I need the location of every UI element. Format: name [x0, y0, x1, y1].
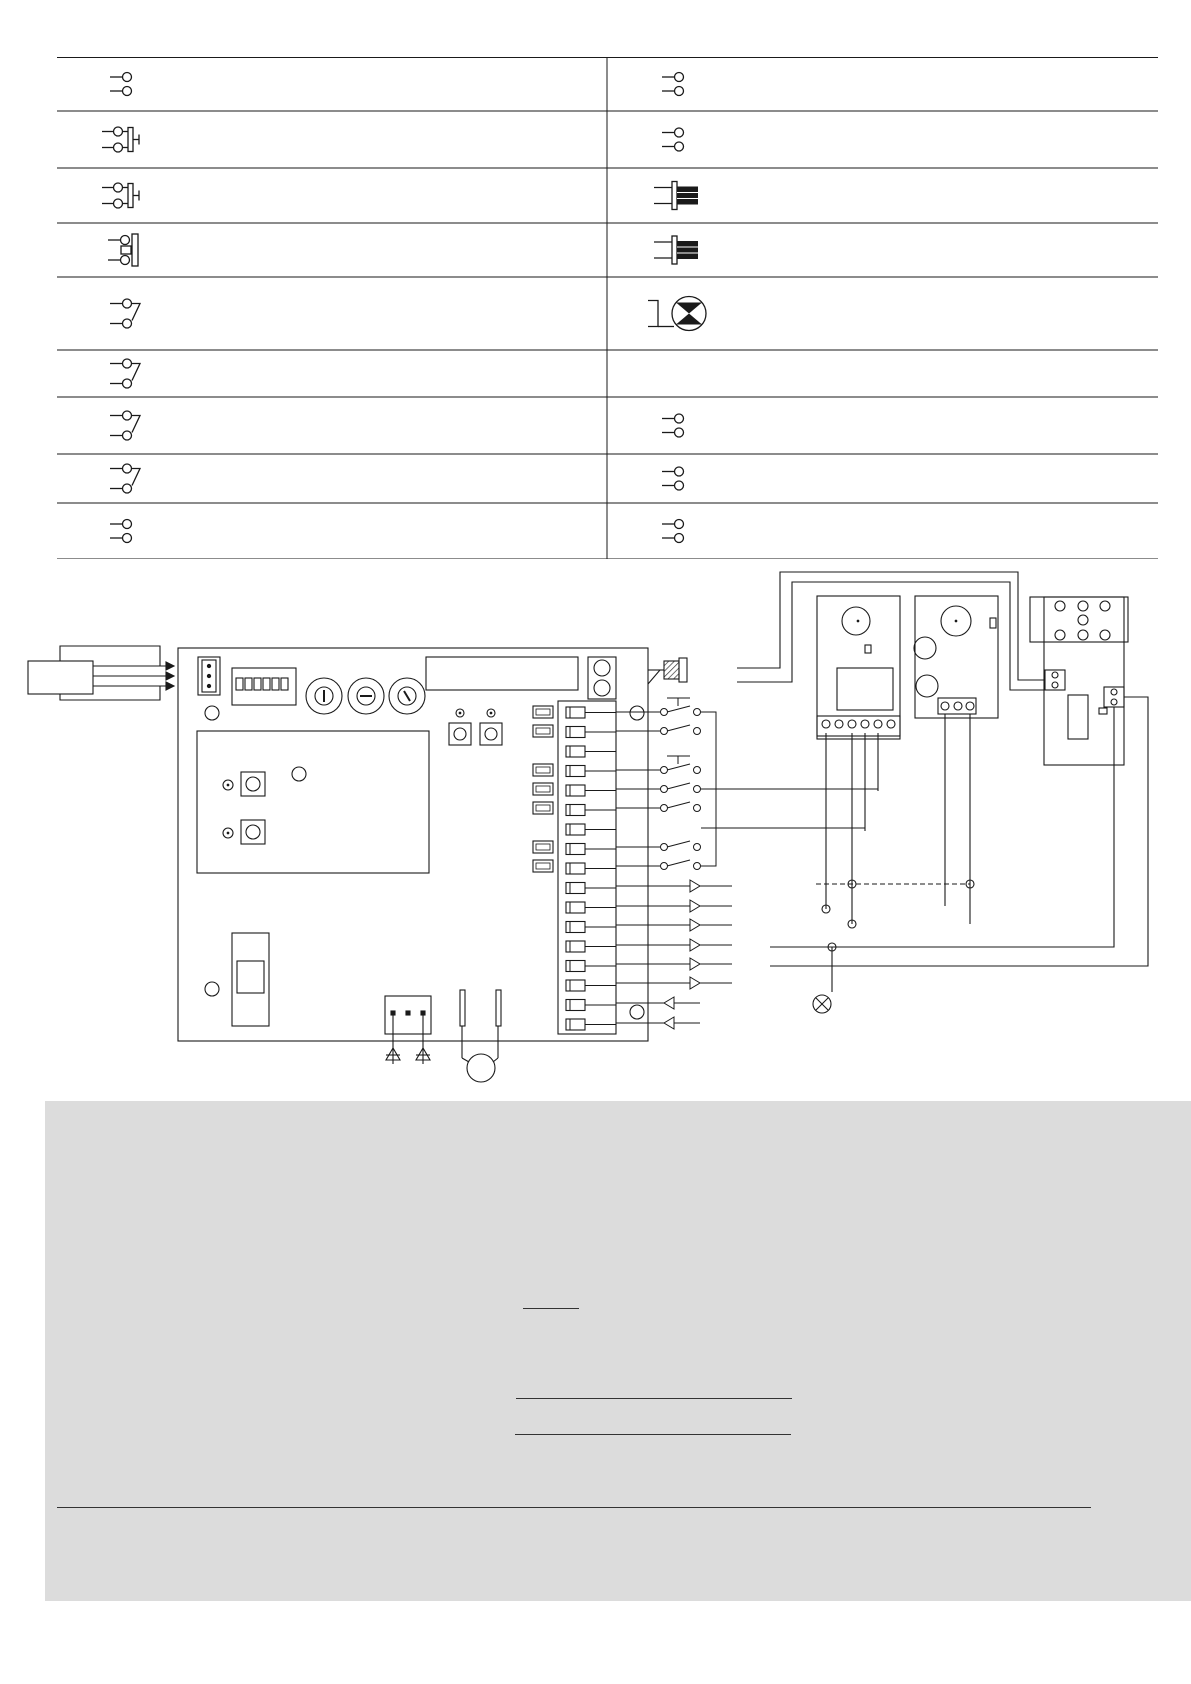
terminal-block [558, 701, 616, 1034]
fill-line-2 [515, 1434, 791, 1435]
terminal [566, 824, 616, 835]
contacts-symbol [662, 467, 684, 490]
contacts-symbol [662, 128, 684, 151]
wiring-diagram [0, 560, 1191, 1090]
contacts-symbol [110, 73, 132, 96]
terminal [566, 805, 616, 816]
receiver-module-2 [914, 596, 998, 718]
signal-output [616, 900, 732, 912]
legend-table [57, 57, 1158, 559]
terminal [566, 785, 616, 796]
terminal [566, 766, 616, 777]
fill-line-full [57, 1507, 1091, 1508]
switch-nc-symbol [110, 411, 140, 440]
switch-nc-symbol [110, 359, 140, 388]
contacts-symbol [662, 414, 684, 437]
photocell-module [1030, 597, 1128, 765]
led-indicator [533, 725, 553, 737]
contact-switch [616, 841, 701, 870]
switch-nc-symbol [110, 299, 140, 328]
signal-output [616, 958, 732, 970]
terminal [566, 746, 616, 757]
terminal [566, 922, 616, 933]
receiver-module-1 [817, 596, 900, 739]
key-switch-symbol [108, 234, 138, 266]
contact-switch [616, 698, 701, 735]
encoder-box [28, 646, 160, 700]
switch-nc-symbol [110, 464, 140, 493]
led-indicator [533, 860, 553, 872]
terminal [566, 883, 616, 894]
terminal [566, 727, 616, 738]
signal-output [616, 919, 732, 931]
notes-panel [45, 1101, 1191, 1601]
terminal [566, 707, 616, 718]
fill-line-1 [516, 1398, 792, 1399]
contact-switch [616, 802, 701, 812]
terminal [566, 1019, 616, 1030]
contacts-symbol [662, 73, 684, 96]
signal-output [616, 880, 732, 892]
contact-switch [616, 756, 701, 793]
pushbutton-symbol [102, 183, 139, 208]
led-indicator [533, 764, 553, 776]
contacts-symbol [110, 520, 132, 543]
contacts-symbol [662, 520, 684, 543]
terminal [566, 961, 616, 972]
fill-line-short [523, 1308, 579, 1309]
terminal [566, 844, 616, 855]
terminal [566, 1000, 616, 1011]
signal-output [616, 977, 732, 989]
control-board [178, 648, 687, 1082]
terminal [566, 980, 616, 991]
terminal [566, 902, 616, 913]
led-indicator [533, 802, 553, 814]
limit-switch-symbol [654, 236, 698, 264]
flashing-lamp-symbol [648, 297, 706, 331]
signal-output [616, 1017, 700, 1029]
signal-output [616, 997, 700, 1009]
pushbutton-symbol [102, 127, 139, 152]
terminal [566, 941, 616, 952]
signal-output [616, 939, 732, 951]
led-indicator [533, 841, 553, 853]
terminal [566, 863, 616, 874]
limit-switch-symbol [654, 182, 698, 210]
led-indicator [533, 706, 553, 718]
connector-arrows [93, 662, 174, 690]
led-indicator [533, 783, 553, 795]
